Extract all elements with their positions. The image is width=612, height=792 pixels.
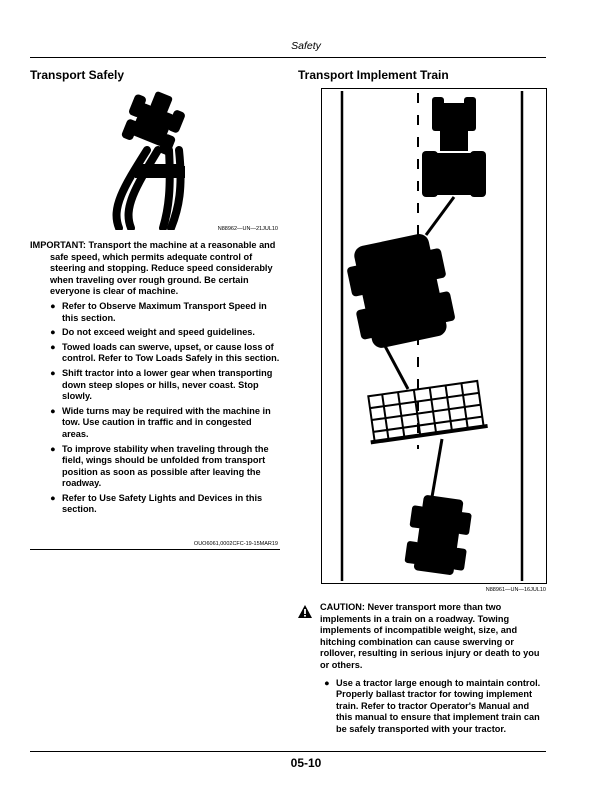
left-body xyxy=(30,240,280,516)
transport-safely-illustration xyxy=(105,88,205,230)
warning-triangle-icon xyxy=(297,604,313,619)
list-item: ● Refer to Use Safety Lights and Devices in this section. xyxy=(50,492,263,515)
page-number: 05-10 xyxy=(290,756,322,770)
right-bullet-list xyxy=(320,678,546,736)
list-item: ● Refer to Observe Maximum Transport Speed in this section. xyxy=(50,300,267,323)
transport-safely-heading: Transport Safely xyxy=(30,68,125,82)
caution-paragraph xyxy=(320,602,546,672)
running-header: Safety xyxy=(291,40,321,52)
list-item: ● Shift tractor into a lower gear when transporting down steep slopes or hills, never coast. Stop slowly. xyxy=(50,367,273,402)
footer-rule xyxy=(30,751,546,752)
transport-train-heading: Transport Implement Train xyxy=(298,68,449,82)
list-item: ● Wide turns may be required with the machine in tow. Use caution in traffic and in congested areas. xyxy=(50,405,271,439)
left-reference-code: OUO6061,0002CFC-19-15MAR19 xyxy=(193,541,278,547)
left-figure-id: N88962—UN—21JUL10 xyxy=(217,226,278,232)
important-text: Transport the machine at a reasonable and safe speed, which permits adequate control of steering and stopping. Reduce speed considerably when traveling over rough ground. Be certain everyone is clear of machine. xyxy=(50,240,276,297)
list-item: ● Towed loads can swerve, upset, or cause loss of control. Refer to Tow Loads Safely in this section. xyxy=(50,341,280,364)
important-paragraph xyxy=(30,240,280,298)
list-item: ● Use a tractor large enough to maintain control. Properly ballast tractor for towing implement train. Refer to tractor Operator's Manual and this manual to ensure that implement train can be safely transported with your tractor. xyxy=(324,677,541,734)
left-end-rule xyxy=(30,549,280,550)
list-item: ● Do not exceed weight and speed guidelines. xyxy=(50,327,255,338)
left-bullet-list xyxy=(30,301,280,516)
header-rule xyxy=(30,57,546,58)
list-item: ● To improve stability when traveling through the field, wings should be unfolded from transport position as soon as possible after leaving the roadway. xyxy=(50,443,269,489)
right-figure-id: N88961—UN—16JUL10 xyxy=(485,587,546,593)
caution-text: Never transport more than two implements in a train on a roadway. Towing implements of incompatible weight, size, and hitching combination can cause swerving or rollover, resulting in serious injury or death to you or others. xyxy=(320,602,540,670)
caution-label: CAUTION: xyxy=(320,602,365,612)
important-label: IMPORTANT: xyxy=(30,240,86,250)
caution-block xyxy=(320,602,546,736)
implement-train-illustration xyxy=(321,88,547,584)
